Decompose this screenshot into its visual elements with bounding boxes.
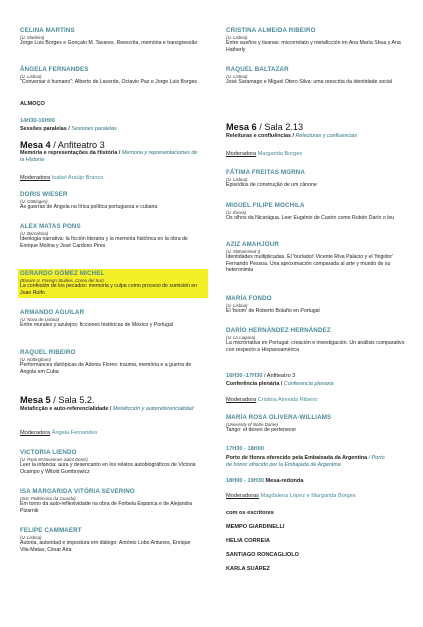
reception-line1 bbox=[226, 455, 385, 461]
talk-title: Em torno da auto-reflexividade na obra de Forbela Espanca e de Alejandra Pizarnik bbox=[20, 501, 193, 514]
mesa-heading bbox=[226, 122, 303, 132]
speaker-name: ISA MARGARIDA VITÓRIA SEVERINO bbox=[20, 488, 135, 495]
speaker-affiliation: (U. Mohammed I) bbox=[226, 249, 261, 254]
time: 18H00 - 19H30 bbox=[226, 478, 264, 484]
label-pt: Sessões paralelas bbox=[20, 126, 67, 132]
speaker-affiliation: (U. Nova de Lisboa) bbox=[20, 317, 60, 322]
talk-title: Jorge Luis Borges e Gonçalo M. Tavares. Reescrita, memória e transgressão bbox=[20, 40, 198, 46]
reception-es-start: / Porto bbox=[367, 455, 385, 461]
speaker-name: MIGUEL FILIPE MOCHILA bbox=[226, 202, 305, 209]
moderator-label: Moderadoras bbox=[226, 493, 259, 499]
mesa-room: / Anfiteatro 3 bbox=[50, 140, 105, 150]
talk-title: Episódios de construção de um cânone bbox=[226, 182, 317, 188]
roundtable-label: Mesa-redonda bbox=[263, 478, 304, 484]
subtitle-pt: Memória e representações da História bbox=[20, 150, 118, 156]
talk-title: As guerras de Angola na lírica política portuguesa e cubana bbox=[20, 204, 158, 210]
talk-title: Identidades multiplicadas. El 'burlador' Vicente Riva Palacio y el 'fingidor' Fernando Pessoa. Una aproximación comparada al arte y mundo de su heteronimia bbox=[226, 254, 394, 274]
talk-title: Leer la infancia: aura y desencanto en los relatos autobiográficos de Victoria Ocampo y Witold Gombrowicz bbox=[20, 462, 196, 475]
speaker-name: FÁTIMA FREITAS MORNA bbox=[226, 169, 305, 176]
speaker-name: ALEX MATAS PONS bbox=[20, 223, 81, 230]
moderator-line bbox=[226, 493, 356, 499]
writer-name: KARLA SUÁREZ bbox=[226, 566, 270, 572]
speaker-name: GERARDO GÓMEZ MICHEL bbox=[20, 270, 105, 277]
talk-title: La microrrativa en Portugal: creación e investigación. Un análisis comparativo con respecto a Hispanoamérica bbox=[226, 340, 405, 353]
speaker-affiliation: (U. Lisboa) bbox=[226, 177, 248, 182]
mesa-room: / Sala 5.2. bbox=[50, 395, 95, 405]
speaker-name: MARÍA FONDO bbox=[226, 295, 272, 302]
subtitle-es: Memoria y representaciones de la Historia bbox=[20, 150, 198, 163]
speaker-affiliation: (U. Lisboa) bbox=[20, 74, 42, 79]
writer-name: HELIA CORREIA bbox=[226, 538, 270, 544]
talk-title: Performances distópicas de Adonis Flores: trauma, memória e a guerra de Angola em Cuba bbox=[20, 362, 192, 375]
talk-title: "Conversar é humano": Alberto de Lacerda, Octavio Paz e Jorge Luis Borges bbox=[20, 79, 197, 85]
session-label: Conferência plenária / Conferencia plenaria bbox=[226, 381, 334, 387]
talk-title: Ideologia narrativa: la ficción literaria y la memoria histórica en la obra de Enrique Molina y José Cardoso Pires bbox=[20, 236, 188, 249]
writers-intro: com os escritores bbox=[226, 510, 274, 516]
mesa-number: Mesa 6 bbox=[226, 122, 257, 132]
moderator-name: Cristina Almeida Ribeiro bbox=[257, 397, 318, 403]
moderator-line bbox=[226, 151, 302, 157]
speaker-name: AZIZ AMAHJOUR bbox=[226, 241, 279, 248]
speaker-affiliation: (Inst. Politécnico da Guarda) bbox=[20, 496, 76, 501]
label-es: Conferencia plenaria bbox=[283, 381, 334, 387]
mesa-heading bbox=[20, 140, 105, 150]
speaker-name: FELIPE CAMMAERT bbox=[20, 527, 82, 534]
speaker-name: CRISTINA ALMEIDA RIBEIRO bbox=[226, 27, 316, 34]
subtitle-es: Metaficción y autorreferencialidad bbox=[112, 406, 194, 412]
moderator-label: Moderadora bbox=[20, 175, 51, 181]
mesa-number: Mesa 4 bbox=[20, 140, 51, 150]
moderator-line bbox=[226, 397, 317, 403]
reception-line2 bbox=[226, 462, 341, 468]
talk-title: Entre murales y azulejos: ficciones históricas de México y Portugal bbox=[20, 322, 174, 328]
moderator-label: Moderadora bbox=[226, 151, 257, 157]
mesa-heading bbox=[20, 395, 95, 405]
speaker-affiliation: (U. Paris 8/Vincennes-Saint Denis) bbox=[20, 457, 88, 462]
session-time bbox=[226, 373, 295, 379]
speaker-name: CELINA MARTINS bbox=[20, 27, 75, 34]
reception-es: de honor ofrecido por la Embajada de Argentina bbox=[226, 462, 341, 468]
mesa-subtitle: Releituras e confluências / Relecturas y confluencias bbox=[226, 133, 357, 139]
speaker-name: DORIS WIESER bbox=[20, 191, 68, 198]
speaker-affiliation: (University of Notre Dame) bbox=[226, 422, 278, 427]
speaker-name: VICTORIA LIENDO bbox=[20, 449, 77, 456]
mesa-room: / Sala 2.13 bbox=[256, 122, 304, 132]
speaker-name: ARMANDO AGUILAR bbox=[20, 309, 85, 316]
session-label: Sessões paralelas / Sesiones paralelas bbox=[20, 126, 117, 132]
speaker-affiliation: (U. Lisboa) bbox=[226, 35, 248, 40]
speaker-affiliation: (U. Barcelona) bbox=[20, 231, 49, 236]
lunch-label: ALMOÇO bbox=[20, 101, 45, 107]
label-es: Sesiones paralelas bbox=[71, 126, 117, 132]
writer-name: MEMPO GIARDINELLI bbox=[226, 524, 285, 530]
speaker-affiliation: (U. Lisboa) bbox=[226, 303, 248, 308]
speaker-name: RAQUEL BALTAZAR bbox=[226, 66, 289, 73]
writer-name: SANTIAGO RONCAGLIOLO bbox=[226, 552, 300, 558]
time: 17H30 - 18H00 bbox=[226, 446, 264, 452]
talk-title: Os olhos da Nicarágua. Leer Eugénio de Castro como Rubén Darío o leu bbox=[226, 215, 395, 221]
speaker-affiliation: (U. Lisboa) bbox=[226, 74, 248, 79]
speaker-affiliation: (U. La Laguna) bbox=[226, 335, 256, 340]
subtitle-pt: Releituras e confluências bbox=[226, 133, 292, 139]
moderator-line bbox=[20, 430, 97, 436]
talk-title: Autoria, autoridad e impostura em diálogo: António Lobo Antunes, Enrique Vila-Matas, César Aira bbox=[20, 540, 191, 553]
reception-pt: Porto de Honra oferecido pela Embaixada da Argentina bbox=[226, 455, 368, 461]
talk-title: Tango: el deseo de pertenecer bbox=[226, 427, 297, 433]
time: 14H30-16H00 bbox=[20, 118, 55, 124]
subtitle-es: Relecturas y confluencias bbox=[295, 133, 357, 139]
session-time bbox=[226, 478, 303, 484]
moderator-name: Margarida Borges bbox=[257, 151, 303, 157]
talk-title: José Saramago e Miguel Otero Silva: uma reescrita da identidade social bbox=[226, 79, 393, 85]
talk-title: La confesión de los pecados: memoria y culpa como proceso de sumisión en Juan Rulfo bbox=[20, 283, 198, 296]
mesa-subtitle: Memória e representações da História / Memoria y representaciones de la Historia bbox=[20, 150, 198, 163]
session-time bbox=[226, 446, 264, 452]
moderator-label: Moderadora bbox=[20, 430, 51, 436]
moderator-name: Isabel Araújo Branco bbox=[51, 175, 104, 181]
talk-title: El 'boom' de Roberto Bolaño en Portugal bbox=[226, 308, 320, 314]
mesa-number: Mesa 5 bbox=[20, 395, 51, 405]
label-pt: Conferência plenária bbox=[226, 381, 280, 387]
session-time bbox=[20, 118, 55, 124]
speaker-name: DARÍO HERNÁNDEZ HERNÁNDEZ bbox=[226, 327, 331, 334]
talk-title: Entre sueños y tisanas: microrrelato y metaficción en Ana María Shua y Ana Hatherly bbox=[226, 40, 401, 53]
time: 16H30 -17H30 bbox=[226, 373, 263, 379]
speaker-name: RAQUEL RIBEIRO bbox=[20, 349, 76, 356]
speaker-name: ÂNGELA FERNANDES bbox=[20, 66, 89, 73]
speaker-affiliation: (U. Nottingham) bbox=[20, 357, 51, 362]
speaker-name: MARÍA ROSA OLIVERA-WILLIAMS bbox=[226, 414, 332, 421]
moderator-line bbox=[20, 175, 103, 181]
subtitle-pt: Metaficção e auto-referencialidade bbox=[20, 406, 109, 412]
speaker-affiliation: (U. Évora) bbox=[226, 210, 247, 215]
speaker-affiliation: (U. Lisboa) bbox=[20, 535, 42, 540]
moderator-name: Magdalena López e Margarida Borges bbox=[260, 493, 356, 499]
speaker-affiliation: (U. Göttingen) bbox=[20, 199, 48, 204]
speaker-affiliation: (U. Madeira) bbox=[20, 35, 45, 40]
room: / Anfiteatro 3 bbox=[262, 373, 296, 379]
moderator-label: Moderadora bbox=[226, 397, 257, 403]
moderator-name: Ângela Fernandes bbox=[51, 430, 98, 436]
mesa-subtitle: Metaficção e auto-referencialidade / Metaficción y autorreferencialidad bbox=[20, 406, 194, 412]
speaker-affiliation: (Basam U. Foreign Studies, Corea del Sur) bbox=[20, 278, 104, 283]
